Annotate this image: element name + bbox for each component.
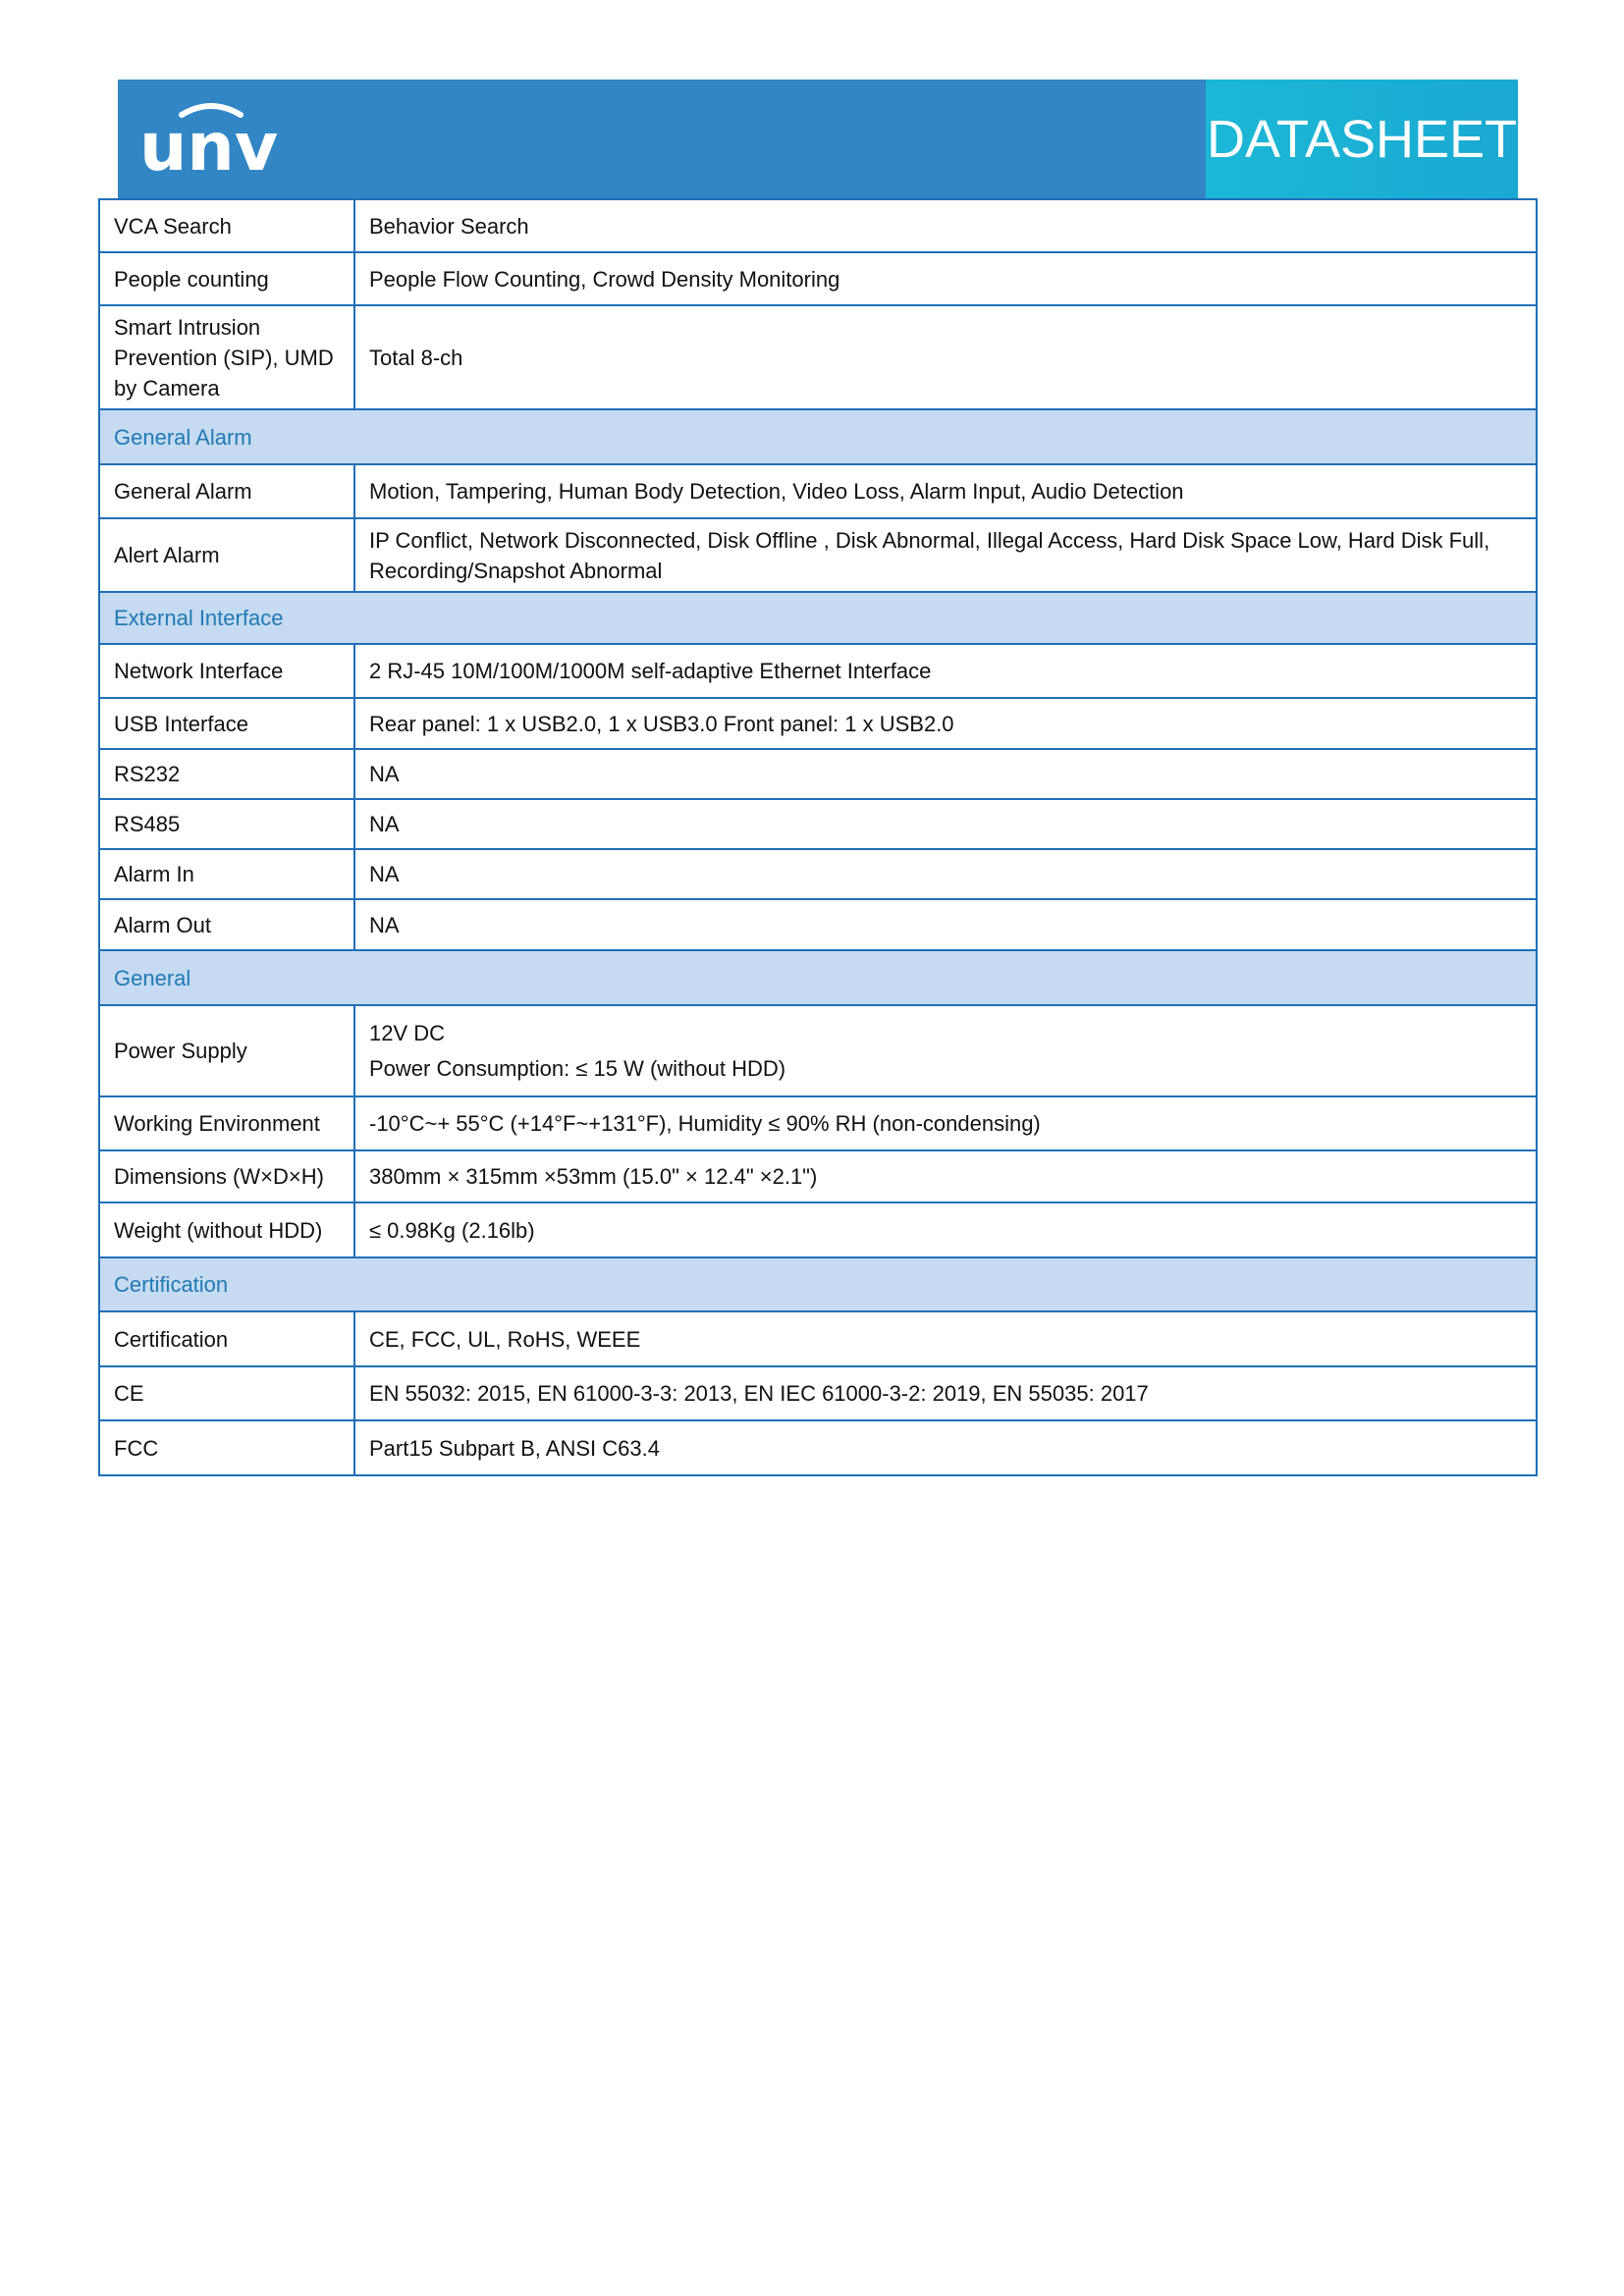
spec-row [99,799,1537,849]
svg-text:unv: unv [139,109,279,180]
spec-value [354,899,1537,950]
spec-key: Certification [99,1311,354,1366]
section-title: Certification [99,1257,1537,1311]
spec-key: Alarm Out [99,899,354,950]
spec-value-line: Rear panel: 1 x USB2.0, 1 x USB3.0 Front panel: 1 x USB2.0 [369,711,954,736]
spec-row [99,464,1537,518]
spec-row [99,1366,1537,1420]
section-title: General [99,950,1537,1005]
spec-value [354,252,1537,305]
spec-value-line: Motion, Tampering, Human Body Detection, Video Loss, Alarm Input, Audio Detection [369,479,1184,504]
section-header-row [99,950,1537,1005]
spec-value-line: CE, FCC, UL, RoHS, WEEE [369,1326,641,1352]
spec-row [99,199,1537,252]
spec-key: People counting [99,252,354,305]
spec-key: Network Interface [99,644,354,698]
spec-value [354,305,1537,409]
spec-row [99,749,1537,799]
datasheet-label: DATASHEET [1206,110,1518,169]
section-title: General Alarm [99,409,1537,464]
spec-row [99,849,1537,899]
spec-row [99,1096,1537,1150]
spec-value [354,1096,1537,1150]
spec-value [354,199,1537,252]
spec-key: USB Interface [99,698,354,749]
spec-value-line: NA [369,762,400,786]
spec-value [354,1420,1537,1475]
spec-key: VCA Search [99,199,354,252]
spec-key: Dimensions (W×D×H) [99,1150,354,1202]
spec-key: General Alarm [99,464,354,518]
spec-value [354,518,1537,592]
datasheet-tag [1206,80,1518,199]
spec-value [354,1311,1537,1366]
spec-value-line: 380mm × 315mm ×53mm (15.0" × 12.4" ×2.1") [369,1164,818,1189]
spec-value-line: ≤ 0.98Kg (2.16lb) [369,1217,535,1243]
spec-key: Power Supply [99,1005,354,1096]
spec-key: RS232 [99,749,354,799]
spec-value-line: NA [369,912,400,937]
spec-row [99,1202,1537,1257]
spec-row [99,1420,1537,1475]
spec-table [98,198,1538,1476]
spec-value-line: Total 8-ch [369,345,463,370]
spec-value-line: IP Conflict, Network Disconnected, Disk Offline , Disk Abnormal, Illegal Access, Hard Disk Space Low, Hard Disk Full, Recording/Snapshot Abnormal [369,527,1490,583]
spec-value-line: NA [369,812,400,836]
spec-value-line: Behavior Search [369,213,529,239]
spec-value [354,644,1537,698]
spec-value-line: People Flow Counting, Crowd Density Monitoring [369,266,840,292]
spec-key: RS485 [99,799,354,849]
spec-value [354,849,1537,899]
spec-key: CE [99,1366,354,1420]
spec-row [99,698,1537,749]
spec-value-line: -10°C~+ 55°C (+14°F~+131°F), Humidity ≤ 90% RH (non-condensing) [369,1111,1041,1136]
header-banner [118,80,1518,199]
spec-value [354,1005,1537,1096]
spec-row [99,644,1537,698]
spec-key: Alarm In [99,849,354,899]
spec-value [354,799,1537,849]
spec-key: FCC [99,1420,354,1475]
spec-key: Smart Intrusion Prevention (SIP), UMD by Camera [99,305,354,409]
spec-value [354,1150,1537,1202]
spec-key: Alert Alarm [99,518,354,592]
spec-row [99,518,1537,592]
spec-value-line: Power Consumption: ≤ 15 W (without HDD) [369,1056,786,1081]
spec-key: Working Environment [99,1096,354,1150]
spec-value-line: Part15 Subpart B, ANSI C63.4 [369,1435,660,1461]
spec-value [354,1202,1537,1257]
spec-value [354,698,1537,749]
spec-value-line: 12V DC [369,1021,446,1045]
section-header-row [99,592,1537,644]
spec-value [354,749,1537,799]
spec-row [99,899,1537,950]
spec-row [99,1311,1537,1366]
spec-row [99,1150,1537,1202]
spec-value-line: 2 RJ-45 10M/100M/1000M self-adaptive Ethernet Interface [369,659,932,683]
spec-value [354,464,1537,518]
spec-row [99,305,1537,409]
spec-row [99,1005,1537,1096]
spec-value [354,1366,1537,1420]
section-header-row [99,1257,1537,1311]
spec-value-line: EN 55032: 2015, EN 61000-3-3: 2013, EN IEC 61000-3-2: 2019, EN 55035: 2017 [369,1381,1149,1406]
section-header-row [99,409,1537,464]
spec-value-line: NA [369,862,400,886]
spec-row [99,252,1537,305]
section-title: External Interface [99,592,1537,644]
brand-logo [118,80,1206,199]
spec-key: Weight (without HDD) [99,1202,354,1257]
unv-logo-icon [137,99,285,180]
